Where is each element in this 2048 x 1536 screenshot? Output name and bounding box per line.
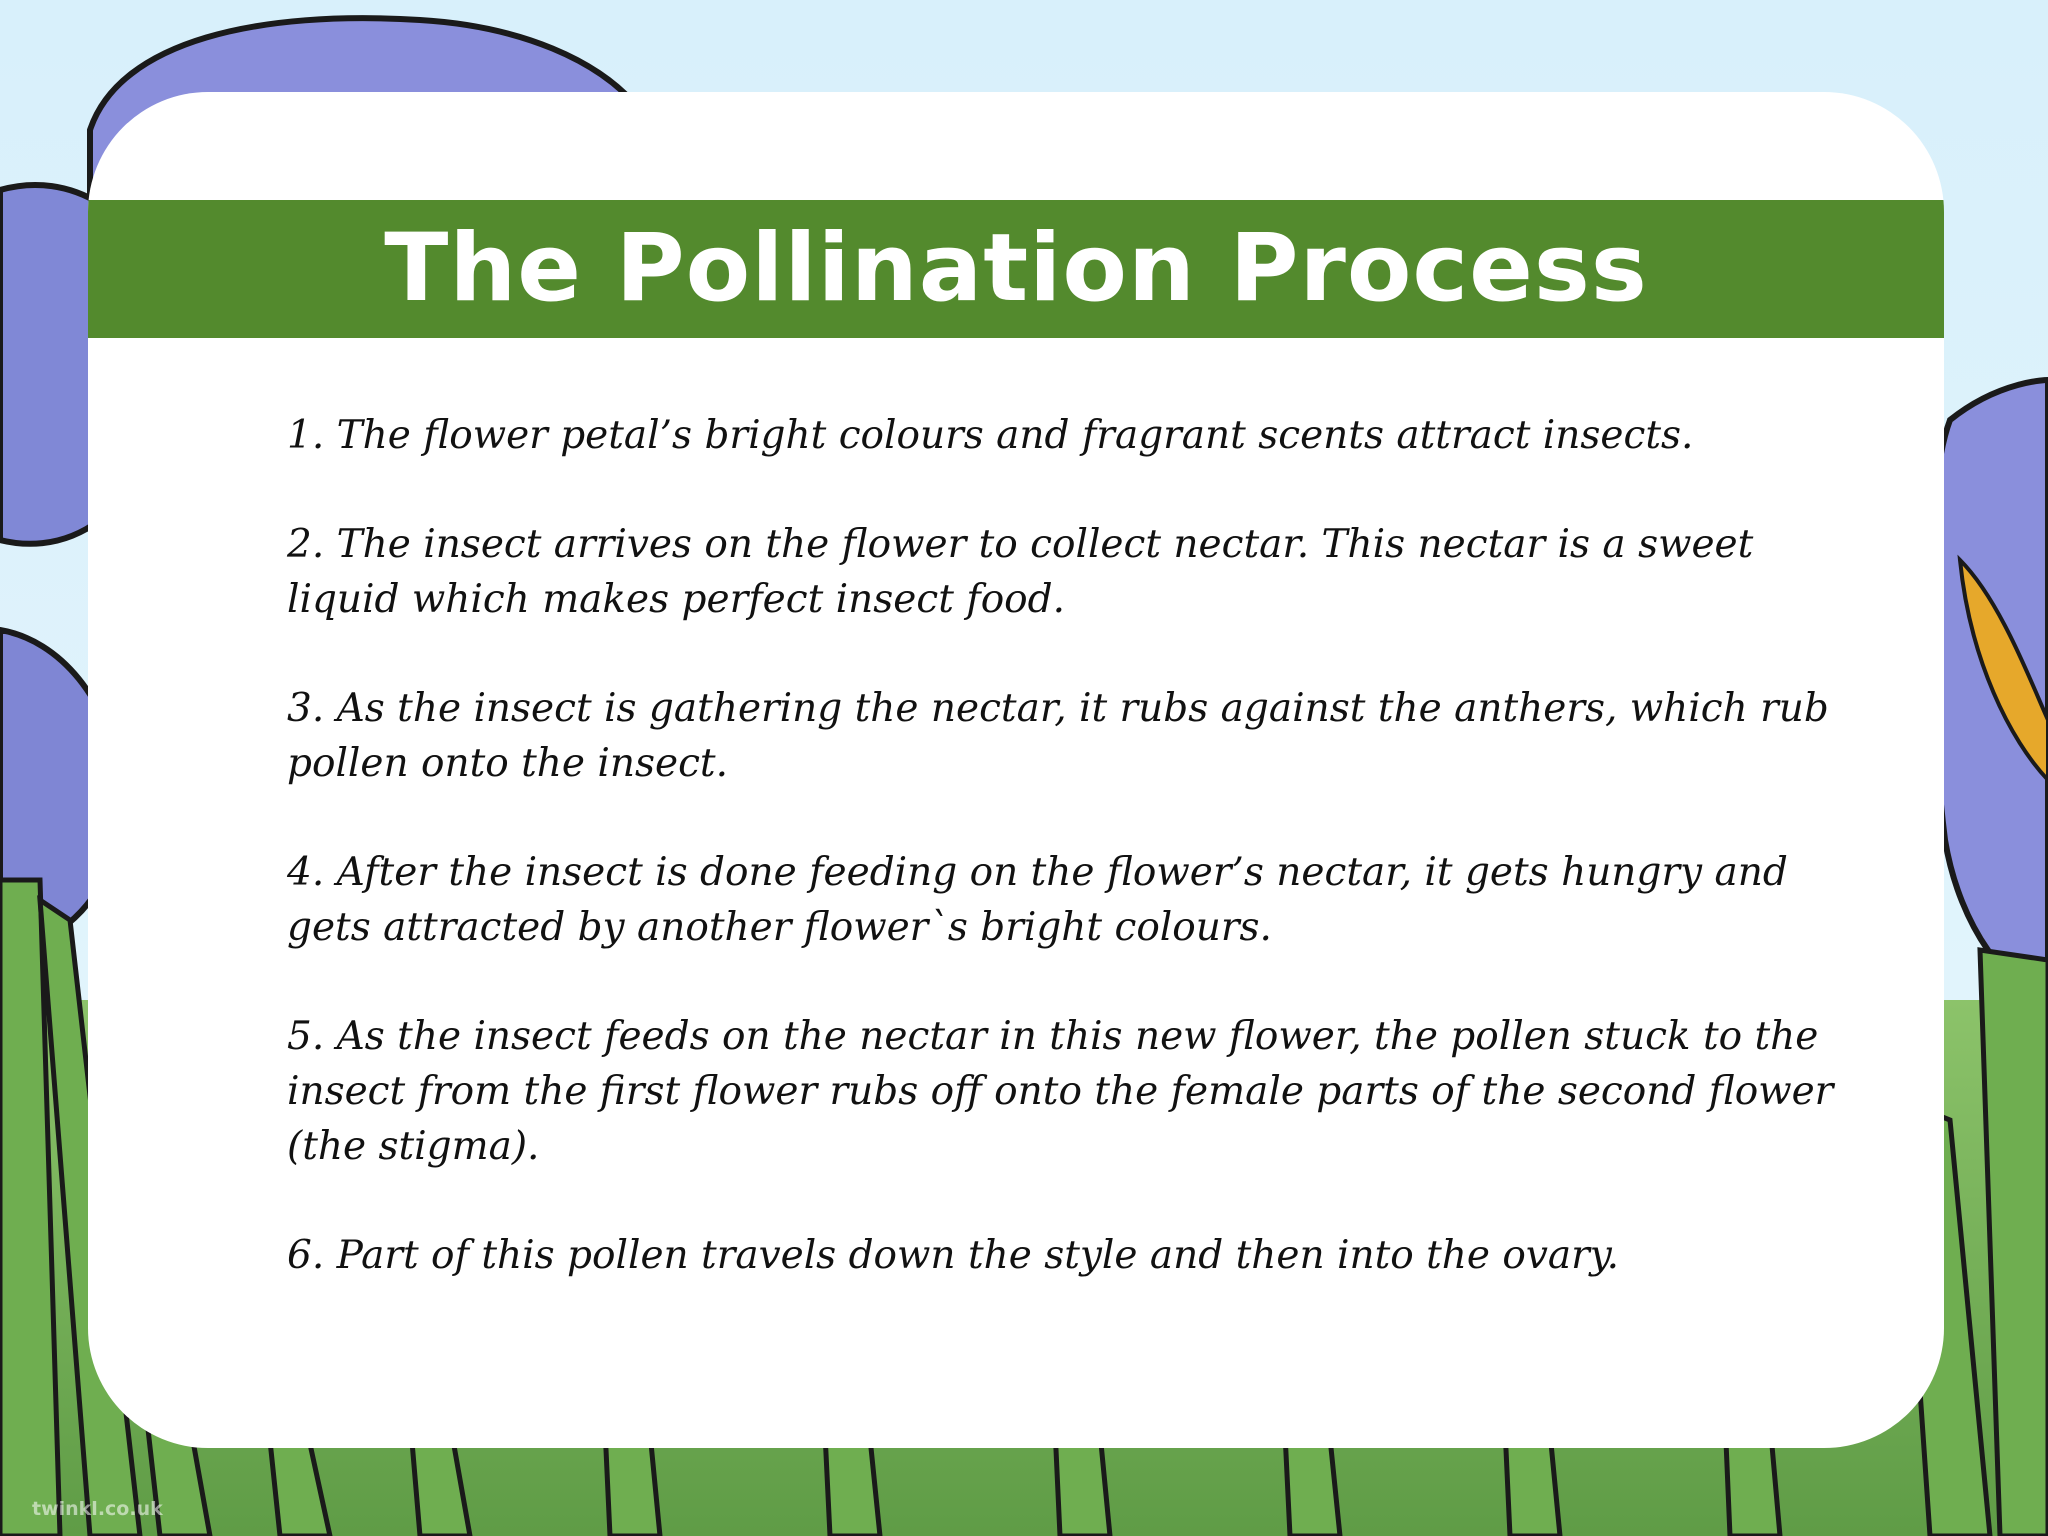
step-item: 1. The flower petal’s bright colours and fragrant scents attract insects.	[287, 413, 1694, 458]
content-card	[88, 92, 1944, 1448]
slide-title: The Pollination Process	[384, 214, 1648, 323]
watermark: twinkl.co.uk	[32, 1498, 163, 1520]
pollination-steps	[287, 408, 1847, 1337]
step-item: 6. Part of this pollen travels down the style and then into the ovary.	[287, 1233, 1620, 1278]
step-item: 4. After the insect is done feeding on the flower’s nectar, it gets hungry and gets attracted by another flower`s bright colours.	[287, 850, 1788, 950]
title-band	[88, 200, 1944, 338]
step-item: 5. As the insect feeds on the nectar in this new flower, the pollen stuck to the insect from the first flower rubs off onto the female parts of the second flower (the stigma).	[287, 1014, 1834, 1169]
step-item: 3. As the insect is gathering the nectar, it rubs against the anthers, which rub pollen onto the insect.	[287, 686, 1829, 786]
step-item: 2. The insect arrives on the flower to collect nectar. This nectar is a sweet liquid which makes perfect insect food.	[287, 522, 1754, 622]
